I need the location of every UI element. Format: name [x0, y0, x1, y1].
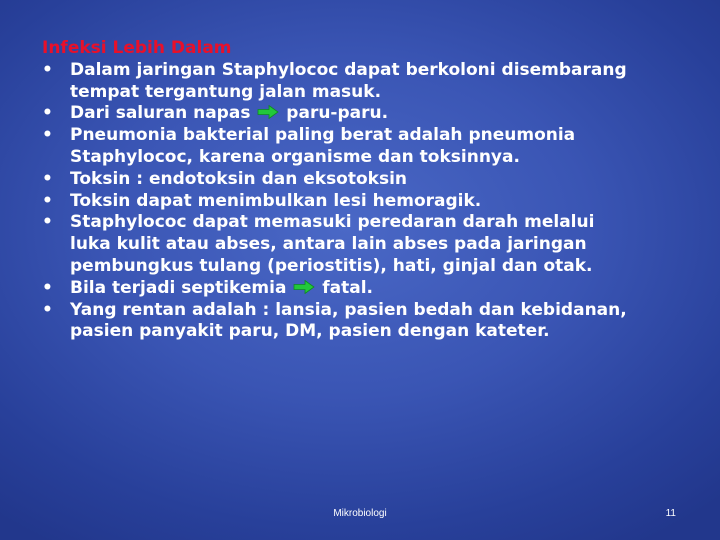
bullet-line: pasien panyakit paru, DM, pasien dengan kateter.	[70, 321, 550, 342]
right-arrow-icon	[257, 105, 279, 119]
bullet-item	[42, 125, 702, 169]
bullet-text-before-arrow: Dari saluran napas	[70, 103, 251, 124]
bullet-line: Yang rentan adalah : lansia, pasien bedah dan kebidanan,	[70, 299, 627, 320]
bullet-line: Staphylococ dapat memasuki peredaran darah melalui	[70, 212, 595, 233]
bullet-item	[42, 60, 702, 104]
bullet-dot: •	[42, 212, 53, 233]
bullet-text-after-arrow: paru-paru.	[286, 103, 389, 124]
bullet-text-after-arrow: fatal.	[322, 277, 374, 298]
bullet-item	[42, 169, 702, 191]
bullet-dot: •	[42, 168, 53, 189]
bullet-line: Toksin : endotoksin dan eksotoksin	[70, 168, 408, 189]
bullet-item	[42, 103, 702, 125]
bullet-dot: •	[42, 59, 53, 80]
bullet-dot: •	[42, 103, 53, 124]
bullet-item	[42, 212, 702, 277]
bullet-line: luka kulit atau abses, antara lain abses pada jaringan	[70, 234, 587, 255]
bullet-line: Pneumonia bakterial paling berat adalah pneumonia	[70, 125, 576, 146]
footer-label: Mikrobiologi	[333, 508, 387, 519]
slide-content	[42, 38, 702, 343]
bullet-line: tempat tergantung jalan masuk.	[70, 81, 382, 102]
right-arrow-icon	[293, 280, 315, 294]
bullet-item	[42, 300, 702, 344]
bullet-dot: •	[42, 190, 53, 211]
bullet-line: pembungkus tulang (periostitis), hati, ginjal dan otak.	[70, 255, 593, 276]
bullet-line: Dalam jaringan Staphylococ dapat berkoloni disembarang	[70, 59, 627, 80]
bullet-text-before-arrow: Bila terjadi septikemia	[70, 277, 287, 298]
bullet-dot: •	[42, 299, 53, 320]
bullet-dot: •	[42, 277, 53, 298]
page-number: 11	[665, 508, 676, 519]
bullet-item	[42, 278, 702, 300]
bullet-dot: •	[42, 125, 53, 146]
bullet-item	[42, 191, 702, 213]
slide-heading: Infeksi Lebih Dalam	[42, 38, 232, 58]
bullet-list	[42, 60, 702, 343]
bullet-line: Staphylococ, karena organisme dan toksinnya.	[70, 146, 520, 167]
bullet-line: Toksin dapat menimbulkan lesi hemoragik.	[70, 190, 482, 211]
